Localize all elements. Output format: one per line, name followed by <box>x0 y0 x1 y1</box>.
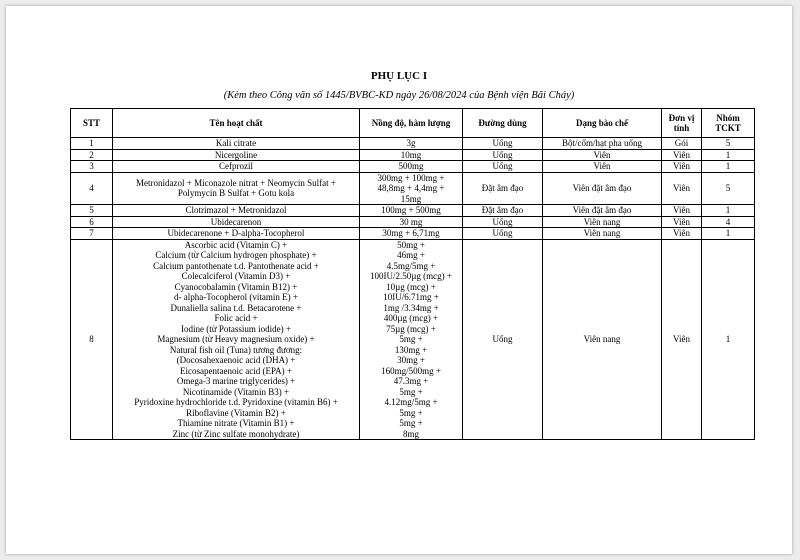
cell-form: Viên đặt âm đạo <box>543 172 662 205</box>
cell-group: 4 <box>702 216 755 228</box>
cell-name-line: Dunaliella salina t.d. Betacarotene + <box>170 302 302 313</box>
cell-route: Uống <box>463 161 543 173</box>
cell-name-line: Calcium (từ Calcium hydrogen phosphate) + <box>155 250 317 260</box>
cell-concentration-line: 130mg + <box>394 344 428 355</box>
cell-concentration-line: 5mg + <box>399 418 423 428</box>
cell-name-line: Iodine (từ Potassium iodide) + <box>181 323 291 334</box>
cell-concentration-line: 10µg (mcg) + <box>386 281 436 292</box>
cell-route: Đặt âm đạo <box>463 172 543 205</box>
cell-concentration-line: 30mg + 6,71mg <box>382 228 440 238</box>
cell-group: 5 <box>702 172 755 205</box>
table-row <box>71 239 755 440</box>
table-header-row <box>71 109 755 138</box>
cell-name-line: Colecalciferol (Vitamin D3) + <box>181 271 291 281</box>
cell-name <box>113 161 360 173</box>
cell-concentration <box>360 205 463 217</box>
cell-name-line: Ascorbic acid (Vitamin C) + <box>184 239 288 250</box>
cell-concentration-line: 15mg <box>400 193 422 204</box>
table-row <box>71 172 755 205</box>
cell-unit: Viên <box>662 239 702 440</box>
cell-name-line: Cyanocobalamin (Vitamin B12) + <box>174 281 298 292</box>
cell-unit: Viên <box>662 228 702 240</box>
cell-group: 1 <box>702 239 755 440</box>
table-row <box>71 216 755 228</box>
cell-unit: Viên <box>662 205 702 217</box>
cell-stt: 8 <box>71 239 113 440</box>
cell-name-line: Cefprozil <box>219 161 253 171</box>
page-title: PHỤ LỤC I <box>370 70 428 82</box>
cell-form: Viên <box>543 161 662 173</box>
page-subtitle: (Kèm theo Công văn số 1445/BVBC-KD ngày 26/08/2024 của Bệnh viện Bãi Cháy) <box>223 90 575 101</box>
cell-unit: Viên <box>662 149 702 161</box>
table-row <box>71 205 755 217</box>
cell-group: 5 <box>702 138 755 150</box>
cell-name-line: Polymycin B Sulfat + Gotu kola <box>177 188 295 199</box>
table-row <box>71 138 755 150</box>
cell-name-line: Eicosapentaenoic acid (EPA) + <box>180 365 292 376</box>
cell-form: Viên nang <box>543 228 662 240</box>
cell-form: Viên nang <box>543 239 662 440</box>
cell-form: Viên <box>543 149 662 161</box>
cell-name-line: Ubidecarenone + D-alpha-Tocopherol <box>167 228 305 238</box>
cell-name <box>113 149 360 161</box>
cell-concentration-line: 4.5mg/5mg + <box>386 260 436 271</box>
cell-name-line: Nicotinamide (Vitamin B3) + <box>182 386 290 397</box>
cell-name-line: (Docosahexaenoic acid (DHA) + <box>176 355 296 365</box>
cell-name-line: Natural fish oil (Tuna) tương đương: <box>169 344 303 355</box>
cell-stt: 6 <box>71 216 113 228</box>
cell-route: Uống <box>463 149 543 161</box>
cell-name-line: Kali citrate <box>215 138 257 148</box>
cell-form: Viên nang <box>543 216 662 228</box>
cell-unit: Gói <box>662 138 702 150</box>
header-route: Đường dùng <box>463 109 543 138</box>
cell-concentration-line: 400µg (mcg) + <box>383 313 439 323</box>
header-name: Tên hoạt chất <box>113 109 360 138</box>
cell-name <box>113 228 360 240</box>
cell-stt: 4 <box>71 172 113 205</box>
cell-name-line: Clotrimazol + Metronidazol <box>185 205 287 215</box>
cell-name-line: Ubidecarenon <box>210 216 262 227</box>
cell-form: Bột/cốm/hạt pha uống <box>543 138 662 150</box>
cell-concentration-line: 10IU/6.71mg + <box>383 292 439 302</box>
cell-name <box>113 205 360 217</box>
cell-concentration-line: 10mg <box>400 149 422 160</box>
cell-concentration-line: 5mg + <box>399 407 423 418</box>
document-page <box>6 6 792 554</box>
cell-concentration-line: 5mg + <box>399 334 423 344</box>
cell-name <box>113 239 360 440</box>
table-body <box>71 138 755 440</box>
cell-concentration-line: 47.3mg + <box>393 376 429 386</box>
cell-name-line: Nicergoline <box>214 149 258 160</box>
cell-concentration-line: 100IU/2.50µg (mcg) + <box>370 271 452 281</box>
cell-concentration-line: 30mg + <box>397 355 425 365</box>
cell-concentration-line: 75µg (mcg) + <box>386 323 436 334</box>
table-row <box>71 228 755 240</box>
cell-name-line: Omega-3 marine triglycerides) + <box>176 376 296 386</box>
cell-route: Uống <box>463 138 543 150</box>
cell-concentration-line: 160mg/500mg + <box>381 365 441 376</box>
cell-concentration-line: 46mg + <box>397 250 425 260</box>
cell-stt: 1 <box>71 138 113 150</box>
cell-name-line: Pyridoxine hydrochloride t.d. Pyridoxine (vitamin B6) + <box>134 397 338 407</box>
cell-name <box>113 172 360 205</box>
cell-concentration-line: 4.12mg/5mg + <box>384 397 438 407</box>
cell-name-line: d- alpha-Tocopherol (vitamin E) + <box>174 292 298 302</box>
header-form: Dạng bào chế <box>543 109 662 138</box>
cell-name-line: Metronidazol + Miconazole nitrat + Neomycin Sulfat + <box>136 177 336 188</box>
cell-concentration-line: 300mg + 100mg + <box>377 172 445 183</box>
cell-concentration-line: 30 mg <box>399 216 423 227</box>
cell-group: 1 <box>702 228 755 240</box>
cell-name-line: Zinc (từ Zinc sulfate monohydrate) <box>172 428 300 439</box>
header-group: Nhóm TCKT <box>702 109 755 138</box>
cell-concentration <box>360 138 463 150</box>
cell-stt: 3 <box>71 161 113 173</box>
table-row <box>71 161 755 173</box>
cell-group: 1 <box>702 149 755 161</box>
cell-concentration-line: 3g <box>406 138 416 148</box>
cell-group: 1 <box>702 161 755 173</box>
cell-concentration-line: 50mg + <box>397 239 425 250</box>
cell-concentration-line: 8mg <box>402 428 419 439</box>
cell-route: Uống <box>463 239 543 440</box>
cell-unit: Viên <box>662 172 702 205</box>
cell-concentration <box>360 172 463 205</box>
cell-name-line: Riboflavine (Vitamin B2) + <box>186 407 286 418</box>
cell-concentration-line: 1mg /3.34mg + <box>383 302 439 313</box>
cell-concentration <box>360 161 463 173</box>
cell-concentration <box>360 216 463 228</box>
cell-form: Viên đặt âm đạo <box>543 205 662 217</box>
drug-table <box>70 108 755 440</box>
cell-unit: Viên <box>662 161 702 173</box>
cell-concentration-line: 500mg <box>398 161 424 171</box>
cell-name <box>113 138 360 150</box>
cell-concentration <box>360 149 463 161</box>
header-concentration: Nồng độ, hàm lượng <box>360 109 463 138</box>
cell-group: 1 <box>702 205 755 217</box>
cell-stt: 2 <box>71 149 113 161</box>
cell-concentration <box>360 228 463 240</box>
cell-concentration <box>360 239 463 440</box>
header-unit: Đơn vị tính <box>662 109 702 138</box>
header-stt: STT <box>71 109 113 138</box>
cell-route: Đặt âm đạo <box>463 205 543 217</box>
cell-route: Uống <box>463 216 543 228</box>
cell-name-line: Magnesium (từ Heavy magnesium oxide) + <box>157 334 315 344</box>
cell-name-line: Folic acid + <box>214 313 258 323</box>
cell-concentration-line: 100mg + 500mg <box>381 205 441 215</box>
cell-name-line: Thiamine nitrate (Vitamin B1) + <box>177 418 295 428</box>
cell-route: Uống <box>463 228 543 240</box>
cell-name-line: Calcium pantothenate t.d. Pantothenate acid + <box>153 260 319 271</box>
cell-stt: 5 <box>71 205 113 217</box>
cell-concentration-line: 5mg + <box>399 386 423 397</box>
cell-concentration-line: 48,8mg + 4,4mg + <box>377 183 445 193</box>
table-row <box>71 149 755 161</box>
cell-unit: Viên <box>662 216 702 228</box>
cell-name <box>113 216 360 228</box>
cell-stt: 7 <box>71 228 113 240</box>
